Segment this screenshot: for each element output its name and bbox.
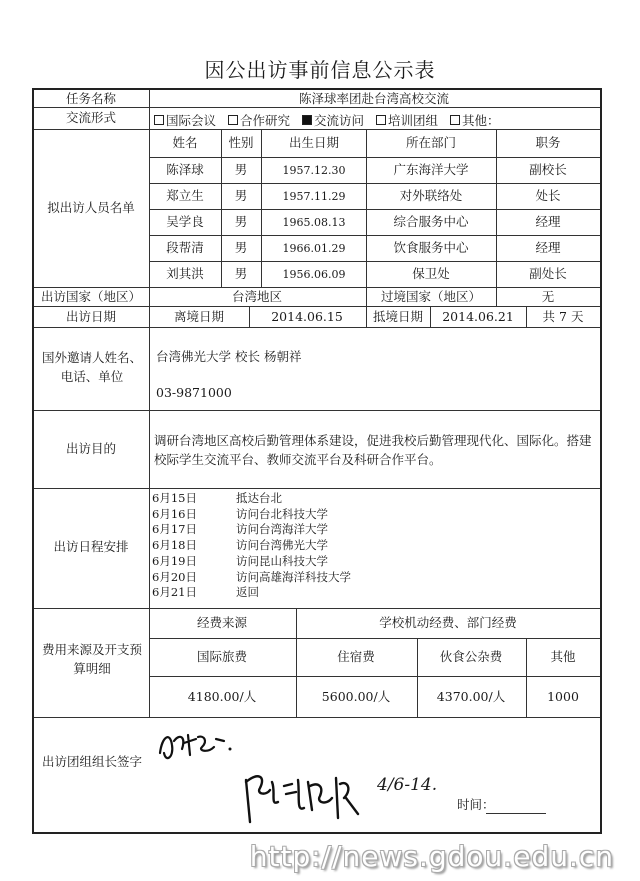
arrive-date: 2014.06.21 [442,309,514,324]
budget-source-label: 经费来源 [196,615,248,630]
member-position: 经理 [535,240,561,255]
schedule-item: 6月20日 访问高雄海洋科技大学 [152,569,351,584]
member-birth: 1965.08.13 [282,216,346,229]
member-position: 经理 [535,214,561,229]
member-position: 处长 [535,188,561,203]
schedule-item: 6月15日 抵达台北 [152,491,282,505]
inviter-phone: 03-9871000 [156,385,232,400]
option-other[interactable]: 其他： [450,111,500,129]
arrive-label: 抵境日期 [372,309,424,324]
member-gender: 男 [234,214,248,229]
schedule-item: 6月17日 访问台湾海洋大学 [152,522,328,537]
budget-value: 4180.00/人 [187,689,257,704]
checkbox-icon [228,115,238,125]
member-dept: 综合服务中心 [393,214,469,229]
task-label: 任务名称 [65,91,117,106]
member-gender: 男 [234,240,248,255]
budget-value: 4370.00/人 [436,689,506,704]
option-training-group[interactable]: 培训团组 [376,111,438,129]
checkbox-icon [376,115,386,125]
member-birth: 1966.01.29 [282,242,346,255]
member-name: 吴学良 [166,214,204,229]
member-position: 副校长 [529,162,567,177]
budget-header: 国际旅费 [196,649,248,664]
schedule-item: 6月19日 访问昆山科技大学 [152,553,328,568]
member-name: 段帮清 [166,240,204,255]
header-birth: 出生日期 [288,135,340,150]
depart-label: 离境日期 [173,309,225,324]
header-gender: 性别 [228,135,254,150]
checkbox-icon [450,115,460,125]
budget-value: 1000 [547,689,579,704]
schedule-item: 6月16日 访问台北科技大学 [152,506,328,521]
budget-header: 伙食公杂费 [439,649,503,664]
member-dept: 保卫处 [412,266,450,281]
schedule-item: 6月21日 返回 [152,585,259,600]
member-name: 陈泽球 [166,162,204,177]
inviter-line1: 台湾佛光大学 校长 杨朝祥 [156,349,302,364]
member-dept: 饮食服务中心 [393,240,469,255]
member-dept: 广东海洋大学 [393,162,469,177]
member-birth: 1956.06.09 [282,268,346,281]
schedule-list [152,491,351,601]
budget-value: 5600.00/人 [321,689,391,704]
option-cooperative-research[interactable]: 合作研究 [228,111,290,129]
option-exchange-visit[interactable]: 交流访问 [302,111,364,129]
budget-source-value: 学校机动经费、部门经费 [379,615,517,630]
member-name: 郑立生 [166,188,204,203]
signature-label: 出访团组组长签字 [41,754,142,769]
exchange-options [154,111,508,129]
purpose-text: 调研台湾地区高校后勤管理体系建设，促进我校后勤管理现代化、国际化。搭建校际学生交流平台、教师交流平台及科研合作平台。 [154,433,592,467]
member-birth: 1957.12.30 [282,164,346,177]
total-days: 共 7 天 [542,309,584,324]
member-dept: 对外联络处 [399,188,463,203]
header-dept: 所在部门 [405,135,457,150]
member-gender: 男 [234,266,248,281]
watermark: http://news.gdou.edu.cn [249,840,614,873]
schedule-label: 出访日程安排 [53,539,129,554]
info-form [32,88,602,834]
budget-label: 费用来源及开支预算明细 [41,642,142,677]
signature-date: 4/6-14. [377,775,438,795]
country-value: 台湾地区 [231,289,283,304]
option-intl-conference[interactable]: 国际会议 [154,111,216,129]
members-label: 拟出访人员名单 [47,200,135,215]
inviter-label: 国外邀请人姓名、电话、单位 [41,350,142,385]
page-title: 因公出访事前信息公示表 [204,58,436,82]
task-value: 陈泽球率团赴台湾高校交流 [298,91,450,106]
depart-date: 2014.06.15 [271,309,343,324]
country-label: 出访国家（地区） [40,289,142,304]
transit-value: 无 [541,289,555,304]
schedule-item: 6月18日 访问台湾佛光大学 [152,538,328,553]
transit-label: 过境国家（地区） [380,289,482,304]
purpose-label: 出访目的 [65,441,117,456]
checkbox-icon [154,115,164,125]
member-birth: 1957.11.29 [282,190,346,203]
budget-header: 住宿费 [337,649,375,664]
leader-signature-icon [240,762,400,832]
exchange-label: 交流形式 [65,110,117,125]
member-name: 刘其洪 [166,266,204,281]
header-position: 职务 [535,135,561,150]
checkbox-checked-icon [302,115,312,125]
member-gender: 男 [234,188,248,203]
header-name: 姓名 [172,135,198,150]
member-position: 副处长 [529,266,567,281]
time-label: 时间： [457,797,495,812]
member-gender: 男 [234,162,248,177]
dates-label: 出访日期 [65,309,117,324]
budget-header: 其他 [550,649,576,664]
